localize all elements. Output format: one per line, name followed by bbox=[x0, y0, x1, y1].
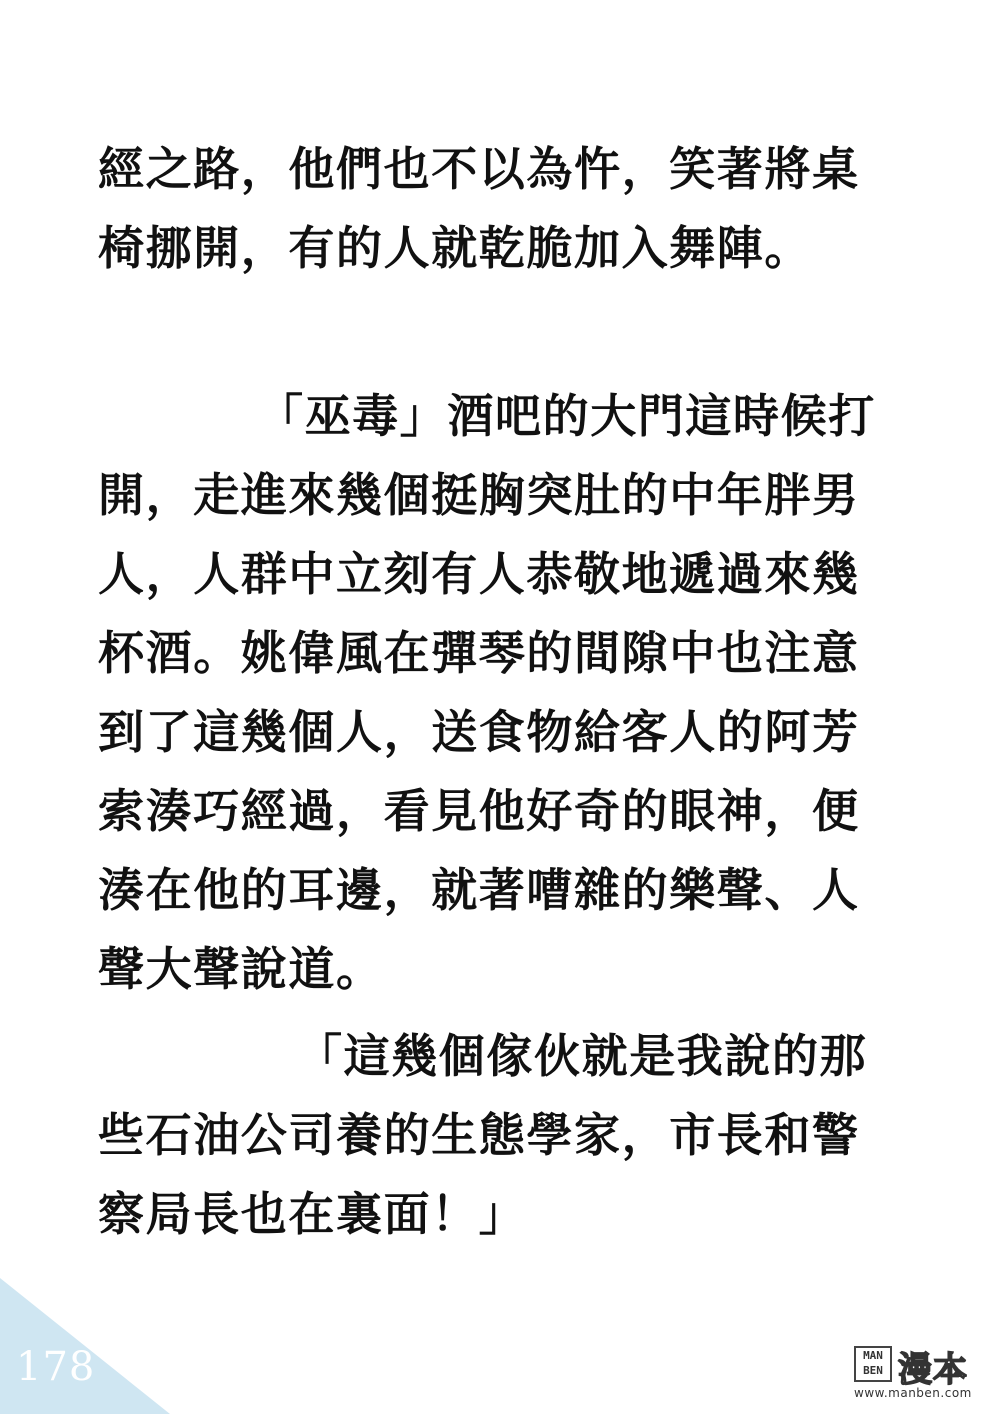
watermark-logo bbox=[854, 1346, 990, 1398]
body-line: 「這幾個傢伙就是我說的那 bbox=[296, 1029, 868, 1083]
body-line: 湊在他的耳邊，就著嘈雜的樂聲、人 bbox=[98, 863, 860, 917]
body-line: 些石油公司養的生態學家，市長和警 bbox=[98, 1108, 860, 1162]
body-line: 到了這幾個人，送食物給客人的阿芳 bbox=[98, 705, 860, 759]
body-line: 人，人群中立刻有人恭敬地遞過來幾 bbox=[98, 547, 860, 601]
logo-name: 漫本 bbox=[898, 1350, 968, 1390]
body-line: 經之路，他們也不以為忤，笑著將桌 bbox=[98, 142, 860, 196]
body-line: 杯酒。姚偉風在彈琴的間隙中也注意 bbox=[98, 626, 860, 680]
logo-url: www.manben.com bbox=[854, 1386, 972, 1400]
body-line: 「巫毒」酒吧的大門這時候打 bbox=[257, 389, 876, 443]
logo-mark: MAN BEN bbox=[854, 1346, 892, 1382]
corner-decoration bbox=[0, 1254, 200, 1414]
body-line: 椅挪開，有的人就乾脆加入舞陣。 bbox=[98, 221, 812, 275]
body-line: 聲大聲說道。 bbox=[98, 942, 384, 996]
body-line: 索湊巧經過，看見他好奇的眼神，便 bbox=[98, 784, 860, 838]
body-line: 察局長也在裏面！」 bbox=[98, 1187, 527, 1241]
page-number: 178 bbox=[16, 1344, 96, 1390]
body-line: 開，走進來幾個挺胸突肚的中年胖男 bbox=[98, 468, 860, 522]
